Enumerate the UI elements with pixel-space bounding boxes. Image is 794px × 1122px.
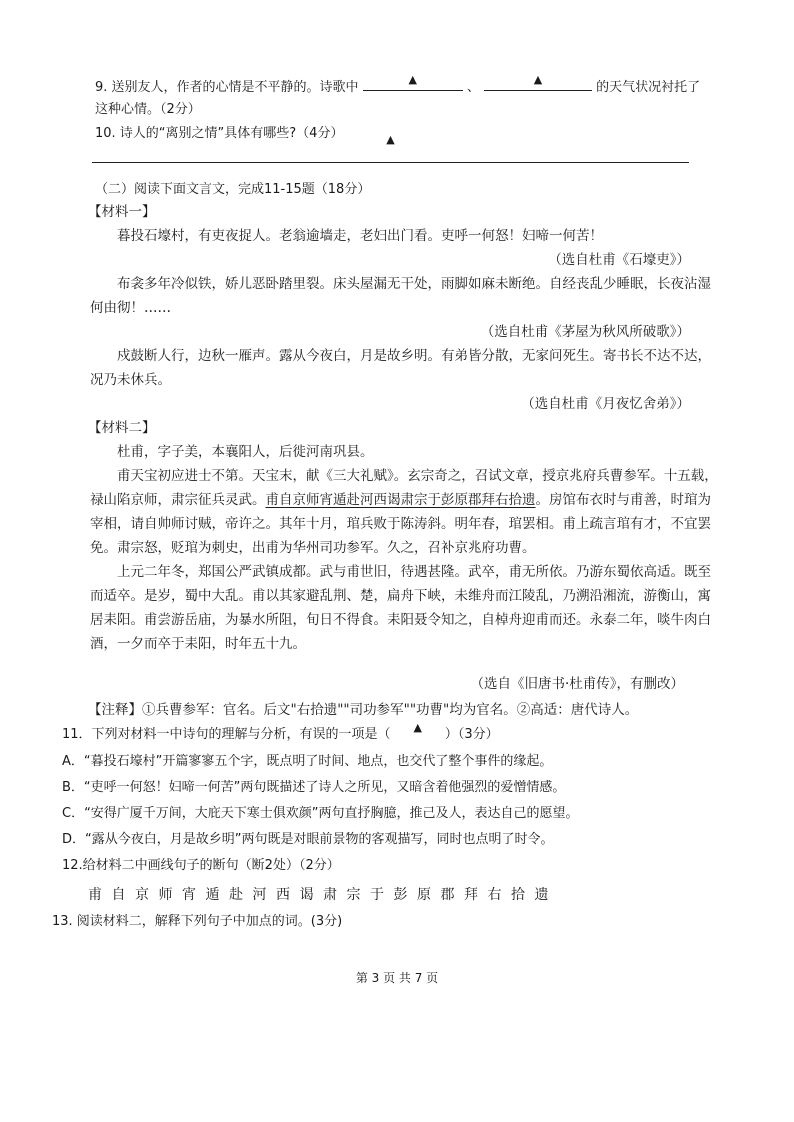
q12-char[interactable]: 赴 — [229, 887, 243, 903]
material-2-line3-a: 禄山陷京师，肃宗征兵灵武。 — [90, 492, 266, 508]
blank-marker-icon: ▲ — [408, 73, 417, 86]
underlined-sentence: 甫自京师宵遁赴河西谒肃宗于彭原郡拜右拾遗 — [265, 492, 536, 508]
question-9 — [95, 73, 701, 98]
q12-char[interactable]: 彭 — [393, 887, 408, 903]
material-1-heading: 【材料一】 — [88, 204, 156, 220]
q11-option-c: C．“安得广厦千万间，大庇天下寒士俱欢颜”两句直抒胸臆，推己及人，表达自己的愿望。 — [62, 806, 579, 821]
q11-option-a: A．“暮投石壕村”开篇寥寥五个字，既点明了时间、地点，也交代了整个事件的缘起。 — [62, 754, 553, 769]
q12-sentence-chars — [88, 885, 558, 905]
q9-prefix: 9. 送别友人，作者的心情是不平静的。诗歌中 — [95, 80, 359, 95]
material-2-line2: 甫天宝初应进士不第。天宝末，献《三大礼赋》。玄宗奇之，召试文章，授京兆府兵曹参军。十五载， — [117, 468, 718, 484]
question-13: 13. 阅读材料二，解释下列句子中加点的词。(3分) — [52, 914, 343, 929]
q12-char[interactable]: 宵 — [182, 887, 196, 903]
blank-marker-icon: ▲ — [413, 721, 422, 734]
section-2-heading: （二）阅读下面文言文，完成11-15题（18分） — [95, 182, 371, 197]
q12-char[interactable]: 京 — [135, 887, 149, 903]
q12-char[interactable]: 于 — [370, 887, 384, 903]
q11-stem-b: ）（3分） — [444, 727, 499, 742]
q12-char[interactable]: 谒 — [299, 887, 314, 903]
q11-stem-a: 11．下列对材料一中诗句的理解与分析，有误的一项是（ — [62, 727, 391, 742]
material-2-line8: 居耒阳。甫尝游岳庙，为暴水所阻，旬日不得食。耒阳聂令知之，自棹舟迎甫而还。永泰二年，啖牛肉白 — [90, 612, 711, 628]
q9-separator: 、 — [466, 80, 480, 95]
blank-marker-icon: ▲ — [386, 133, 395, 146]
material-2-line3 — [90, 490, 711, 510]
q12-char[interactable]: 拜 — [464, 887, 478, 903]
material-2-line4: 宰相，请自帅师讨贼，帝许之。其年十月，琯兵败于陈涛斜。明年春，琯罢相。甫上疏言琯有才，不宜罢 — [90, 516, 711, 532]
material-1-poem-2-line1: 布衾多年冷似铁，娇儿恶卧踏里裂。床头屋漏无干处，雨脚如麻未断绝。自经丧乱少睡眠，长夜沾湿 — [117, 276, 711, 292]
q12-char[interactable]: 原 — [417, 887, 431, 903]
material-1-poem-2-line2: 何由彻！…… — [90, 300, 171, 316]
material-2-line7: 而适卒。是岁，蜀中大乱。甫以其家避乱荆、楚，扁舟下峡，未维舟而江陵乱，乃溯沿湘流，游衡山，寓 — [90, 588, 711, 604]
q9-blank-1[interactable] — [363, 73, 463, 91]
q11-answer-blank[interactable] — [395, 721, 441, 738]
q12-char[interactable]: 自 — [111, 887, 126, 903]
q12-char[interactable]: 右 — [487, 887, 502, 903]
q9-blank-2[interactable] — [484, 73, 592, 91]
blank-marker-icon: ▲ — [533, 73, 543, 86]
q12-char[interactable]: 郡 — [440, 887, 455, 903]
q12-char[interactable]: 肃 — [323, 887, 337, 903]
q12-char[interactable]: 宗 — [346, 887, 361, 903]
page-number: 第 3 页 共 7 页 — [355, 971, 439, 985]
q12-char[interactable]: 甫 — [88, 887, 102, 903]
material-2-line3-b: 。房馆布衣时与甫善，时琯为 — [535, 492, 711, 508]
q12-char[interactable]: 遁 — [205, 887, 220, 903]
annotation-note: 【注释】①兵曹参军：官名。后文"右拾遗""司功参军""功曹"均为官名。②高适：唐代诗人。 — [88, 702, 639, 718]
material-1-source-2: （选自杜甫《茅屋为秋风所破歌》） — [480, 324, 690, 340]
q12-char[interactable]: 拾 — [511, 887, 525, 903]
q12-char[interactable]: 河 — [252, 887, 267, 903]
q9-suffix: 的天气状况衬托了 — [596, 80, 701, 95]
q12-char[interactable]: 遗 — [534, 887, 549, 903]
material-2-source: （选自《旧唐书·杜甫传》，有删改） — [470, 676, 684, 692]
material-1-source-1: （选自杜甫《石壕吏》） — [548, 252, 690, 268]
question-10: 10. 诗人的“离别之情”具体有哪些?（4分） — [95, 126, 344, 141]
q12-char[interactable]: 师 — [158, 887, 173, 903]
q12-char[interactable]: 西 — [276, 887, 290, 903]
q11-option-b: B．“吏呼一何怒！妇啼一何苦”两句既描述了诗人之所见，又暗含着他强烈的爱憎情感。 — [62, 780, 566, 795]
question-11 — [62, 721, 499, 745]
material-2-heading: 【材料二】 — [88, 420, 156, 436]
material-2-line1: 杜甫，字子美，本襄阳人，后徙河南巩县。 — [117, 444, 374, 460]
material-1-poem-3-line2: 况乃未休兵。 — [90, 372, 171, 388]
q11-option-d: D．“露从今夜白，月是故乡明”两句既是对眼前景物的客观描写，同时也点明了时令。 — [62, 832, 554, 847]
material-1-source-3: （选自杜甫《月夜忆舍弟》） — [521, 396, 690, 412]
material-1-poem-1: 暮投石壕村，有吏夜捉人。老翁逾墙走，老妇出门看。吏呼一何怒！妇啼一何苦！ — [117, 228, 603, 244]
material-2-line5: 免。肃宗怒，贬琯为刺史，出甫为华州司功参军。久之，召补京兆府功曹。 — [90, 540, 536, 556]
material-2-line6: 上元二年冬，郑国公严武镇成都。武与甫世旧，待遇甚隆。武卒，甫无所依。乃游东蜀依高适。既至 — [117, 564, 711, 580]
material-1-poem-3-line1: 戍鼓断人行，边秋一雁声。露从今夜白，月是故乡明。有弟皆分散，无家问死生。寄书长不达不达， — [117, 348, 711, 364]
material-2-line9: 酒，一夕而卒于耒阳，时年五十九。 — [90, 636, 306, 652]
question-12: 12.给材料二中画线句子的断句（断2处）（2分） — [62, 858, 340, 873]
question-9-line2: 这种心情。（2分） — [95, 102, 201, 117]
